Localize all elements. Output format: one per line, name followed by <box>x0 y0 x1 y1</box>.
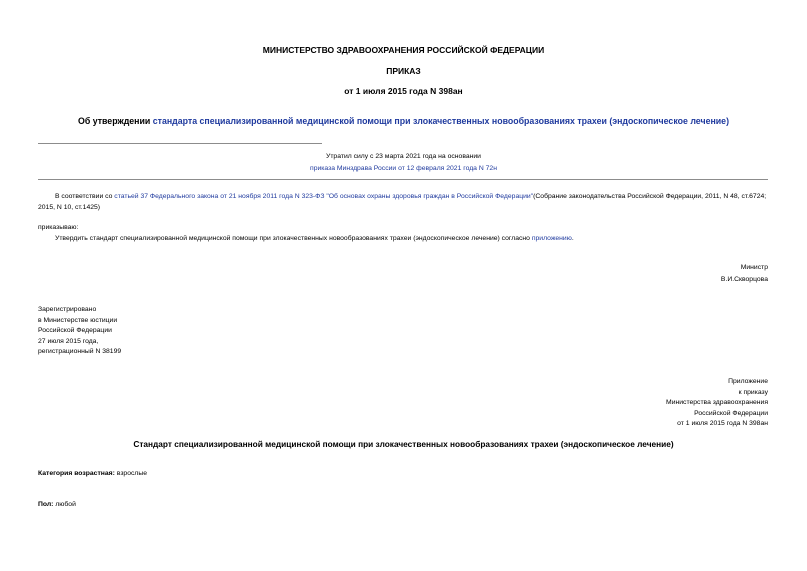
order-text-body: Утвердить стандарт специализированной медицинской помощи при злокачественных новообразованиях трахеи (эндоскопическое лечение) согласно <box>55 235 532 242</box>
appendix-line: Российской Федерации <box>694 409 768 417</box>
order-text <box>55 234 574 245</box>
appendix-block <box>666 377 768 430</box>
preamble-suffix: (Собрание законодательства Российской Федерации, 2011, N 48, ст.6724; 2015, N 10, ст.1425) <box>38 193 767 211</box>
law-article-link[interactable]: статьей 37 Федерального закона от 21 ноября 2011 года N 323-ФЗ "Об основах охраны здоровья граждан в Российской Федерации" <box>114 193 534 200</box>
registration-line: регистрационный N 38199 <box>38 348 122 355</box>
registration-block <box>38 305 121 358</box>
order-command: приказываю: <box>38 224 79 231</box>
title-link[interactable]: стандарта специализированной медицинской помощи при злокачественных новообразованиях трахеи (эндоскопическое лечение) <box>152 116 730 126</box>
registration-line: в Министерстве юстиции <box>38 316 118 324</box>
sex-value: любой <box>55 501 76 508</box>
document-date-number: от 1 июля 2015 года N 398ан <box>344 86 463 96</box>
age-category-label: Категория возрастная: <box>38 470 115 477</box>
status-link-line <box>0 164 807 175</box>
registration-line: Российской Федерации <box>38 327 112 334</box>
title-prefix: Об утверждении <box>77 116 153 126</box>
repeal-order-link[interactable]: приказа Минздрава России от 12 февраля 2021 года N 72н <box>310 165 497 172</box>
preamble-prefix: В соответствии со <box>55 193 115 200</box>
preamble-paragraph <box>38 191 768 213</box>
registration-line: Зарегистрировано <box>38 306 97 313</box>
age-category <box>38 469 147 480</box>
signatory-name: В.И.Скворцова <box>720 276 768 283</box>
signatory-position: Министр <box>740 264 768 271</box>
document-type: ПРИКАЗ <box>386 66 421 76</box>
sex-category <box>38 500 76 511</box>
appendix-line: от 1 июля 2015 года N 398ан <box>677 420 768 427</box>
registration-line: 27 июля 2015 года, <box>38 337 99 345</box>
age-category-value: взрослые <box>116 470 148 477</box>
status-note: Утратил силу с 23 марта 2021 года на основании <box>326 153 481 160</box>
appendix-line: Приложение <box>728 378 768 385</box>
ministry-name: МИНИСТЕРСТВО ЗДРАВООХРАНЕНИЯ РОССИЙСКОЙ ФЕДЕРАЦИИ <box>262 45 545 55</box>
document-title <box>0 116 807 126</box>
sex-label: Пол: <box>38 501 54 508</box>
appendix-line: Министерства здравоохранения <box>666 399 768 406</box>
standard-title: Стандарт специализированной медицинской помощи при злокачественных новообразованиях трахеи (эндоскопическое лечение) <box>133 439 674 449</box>
short-divider <box>38 143 322 144</box>
appendix-link[interactable]: приложению <box>531 235 572 242</box>
appendix-line: к приказу <box>738 388 768 396</box>
order-text-end: . <box>571 235 574 242</box>
full-divider <box>38 179 768 180</box>
